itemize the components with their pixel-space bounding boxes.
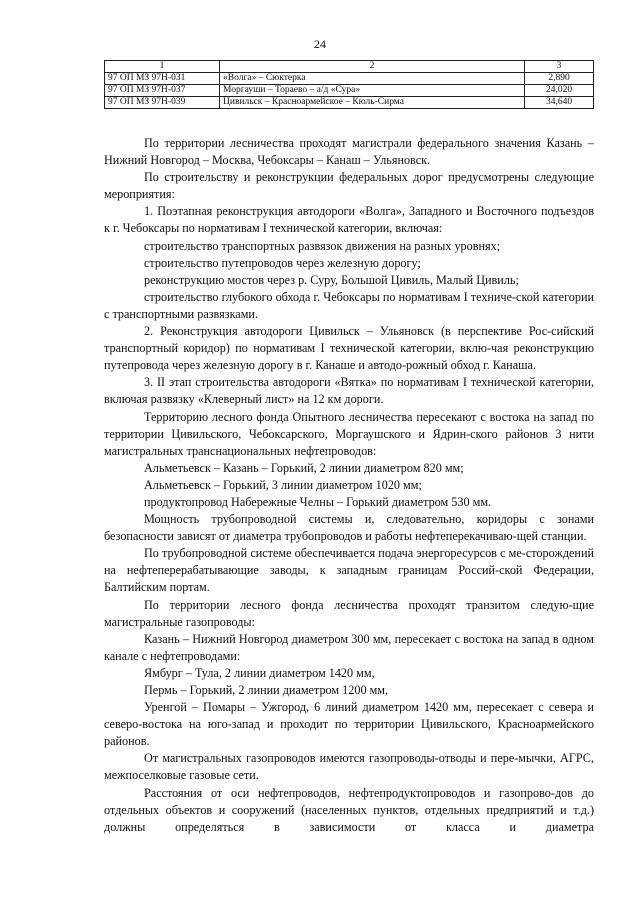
table-header-cell: 3	[525, 61, 594, 73]
paragraph: По трубопроводной системе обеспечивается подача энергоресурсов с ме-сторождений на нефтеперерабатывающие заводы, к западным границам Россий-ской Федерации, Балтийским портам.	[104, 546, 594, 595]
table-row	[105, 97, 594, 109]
paragraph: По строительству и реконструкции федеральных дорог предусмотрены следующие мероприятия:	[104, 170, 594, 202]
road-name-cell: Моргауши – Тораево – а/д «Сура»	[220, 85, 525, 97]
paragraph: продуктопровод Набережные Челны – Горький диаметром 530 мм.	[144, 494, 492, 509]
paragraph: строительство глубокого обхода г. Чебоксары по нормативам I техниче-ской категории с транспортными развязками.	[104, 289, 594, 321]
road-name-cell: «Волга» – Сюктерка	[220, 73, 525, 85]
road-length-cell: 2,890	[525, 73, 594, 85]
paragraph: Ямбург – Тула, 2 линии диаметром 1420 мм,	[144, 665, 375, 680]
paragraph: 3. II этап строительства автодороги «Вятка» по нормативам I технической категории, включая развязку «Клеверный лист» на 12 км дороги.	[104, 375, 594, 407]
table-header-cell: 2	[220, 61, 525, 73]
roads-table	[104, 60, 594, 109]
paragraph: 1. Поэтапная реконструкция автодороги «Волга», Западного и Восточного подъездов к г. Чебоксары по нормативам I технической категории, включая:	[104, 204, 594, 236]
road-length-cell: 24,020	[525, 85, 594, 97]
paragraph: строительство транспортных развязок движения на разных уровнях;	[144, 238, 501, 253]
paragraph: Территорию лесного фонда Опытного лесничества пересекают с востока на запад по территории Цивильского, Чебоксарского, Моргаушского и Ядрин-ского районов 3 нити магистральных транснациональных нефтепроводов:	[104, 409, 594, 458]
paragraph: Пермь – Горький, 2 линии диаметром 1200 мм,	[144, 683, 389, 697]
road-code-cell: 97 ОП МЗ 97Н-039	[105, 97, 220, 109]
table-header-cell: 1	[105, 61, 220, 73]
paragraph: Казань – Нижний Новгород диаметром 300 мм, пересекает с востока на запад в одном канале с нефтепроводами:	[104, 631, 594, 663]
road-code-cell: 97 ОП МЗ 97Н-031	[105, 73, 220, 85]
paragraph: Уренгой – Помары – Ужгород, 6 линий диаметром 1420 мм, пересекает с севера и северо-востока на юго-запад и проходит по территории Цивильского, Красноармейского районов.	[104, 700, 594, 749]
road-code-cell: 97 ОП МЗ 97Н-037	[105, 85, 220, 97]
paragraph: строительство путепроводов через железную дорогу;	[144, 255, 421, 270]
road-length-cell: 34,640	[525, 97, 594, 109]
paragraph: Мощность трубопроводной системы и, следовательно, коридоры с зонами безопасности зависят от диаметра трубопроводов и работы нефтеперекачиваю-щей станции.	[104, 512, 594, 544]
paragraph: Расстояния от оси нефтепроводов, нефтепродуктопроводов и газопрово-дов до отдельных объектов и сооружений (населенных пунктов, отдельных предприятий и т.д.) должны определяться в зависимости от класса и диаметра	[104, 785, 594, 834]
table-row	[105, 85, 594, 97]
road-name-cell: Цивильск – Красноармейское – Кюль-Сирма	[220, 97, 525, 109]
page-number: 24	[314, 37, 326, 51]
paragraph: Альметьевск – Казань – Горький, 2 линии диаметром 820 мм;	[144, 460, 464, 475]
paragraph: Альметьевск – Горький, 3 линии диаметром 1020 мм;	[144, 477, 422, 492]
table-header-row	[105, 61, 594, 73]
paragraph: По территории лесничества проходят магистрали федерального значения Казань – Нижний Новгород – Москва, Чебоксары – Канаш – Ульяновск.	[104, 136, 594, 168]
paragraph: От магистральных газопроводов имеются газопроводы-отводы и пере-мычки, АГРС, межпоселковые газовые сети.	[104, 751, 594, 783]
table-row	[105, 73, 594, 85]
paragraph: По территории лесного фонда лесничества проходят транзитом следую-щие магистральные газопроводы:	[104, 597, 594, 629]
paragraph: реконструкцию мостов через р. Суру, Большой Цивиль, Малый Цивиль;	[144, 272, 519, 287]
body-text	[104, 135, 594, 836]
paragraph: 2. Реконструкция автодороги Цивильск – Ульяновск (в перспективе Рос-сийский транспортный коридор) по нормативам I технической категории, вклю-чая реконструкцию путепровода через железную дорогу в г. Канаше и автодо-рожный обход г. Канаша.	[104, 324, 594, 373]
